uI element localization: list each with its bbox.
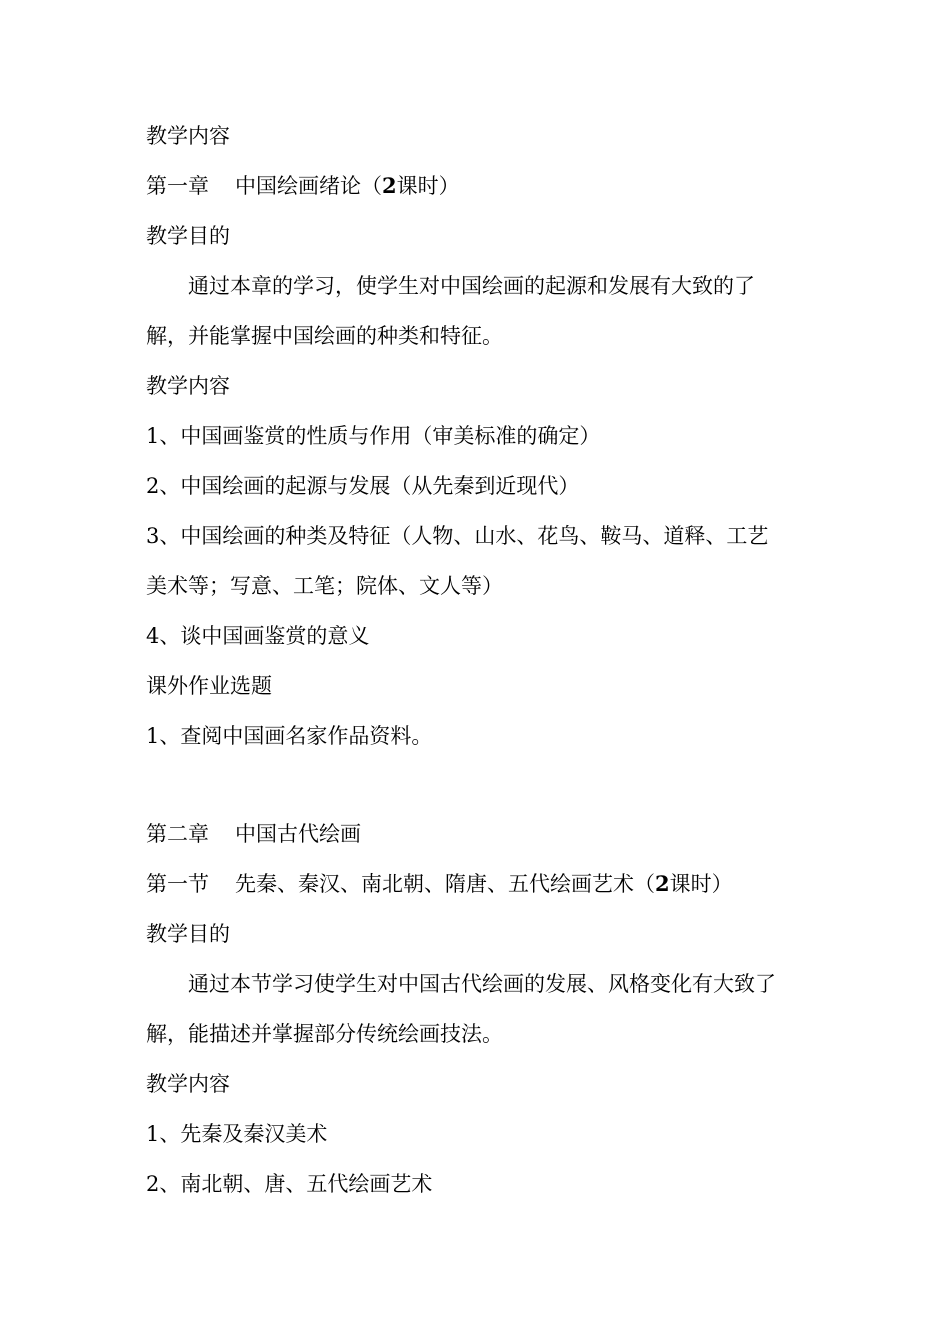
goal-paragraph-line-1: 通过本章的学习，使学生对中国绘画的起源和发展有大致的了 xyxy=(188,274,755,298)
chapter-2-title xyxy=(146,820,816,848)
homework-item-1: 1、查阅中国画名家作品资料。 xyxy=(146,724,433,748)
chapter-1-name: 中国绘画绪论（ xyxy=(235,174,382,198)
chapter-1-title xyxy=(146,172,816,200)
goal-paragraph-2-line-2: 解，能描述并掌握部分传统绘画技法。 xyxy=(146,1022,503,1046)
goal-paragraph-2-line-1: 通过本节学习使学生对中国古代绘画的发展、风格变化有大致了 xyxy=(188,972,776,996)
heading-teaching-goal: 教学目的 xyxy=(146,224,230,248)
section-1-label: 第一节 xyxy=(146,872,209,896)
heading-homework: 课外作业选题 xyxy=(146,674,272,698)
heading-teaching-content-3: 教学内容 xyxy=(146,1072,230,1096)
chapter-1-hours: 2 xyxy=(382,173,397,198)
content-item-3-line-2: 美术等；写意、工笔；院体、文人等） xyxy=(146,574,503,598)
section-1-title xyxy=(146,870,816,898)
content-item-4: 4、谈中国画鉴赏的意义 xyxy=(146,624,370,648)
chapter-1-hours-unit: 课时） xyxy=(396,174,460,198)
chapter-2-name: 中国古代绘画 xyxy=(235,822,361,846)
content-item-2: 2、中国绘画的起源与发展（从先秦到近现代） xyxy=(146,474,580,498)
chapter-2-label: 第二章 xyxy=(146,822,209,846)
heading-teaching-goal-2: 教学目的 xyxy=(146,922,230,946)
section-content-item-1: 1、先秦及秦汉美术 xyxy=(146,1122,328,1146)
chapter-1-label: 第一章 xyxy=(146,174,209,198)
heading-teaching-content: 教学内容 xyxy=(146,124,230,148)
heading-teaching-content-2: 教学内容 xyxy=(146,374,230,398)
content-item-1: 1、中国画鉴赏的性质与作用（审美标准的确定） xyxy=(146,424,601,448)
section-1-hours: 2 xyxy=(655,871,670,896)
section-1-hours-unit: 课时） xyxy=(669,872,733,896)
section-content-item-2: 2、南北朝、唐、五代绘画艺术 xyxy=(146,1172,433,1196)
goal-paragraph-line-2: 解，并能掌握中国绘画的种类和特征。 xyxy=(146,324,503,348)
section-1-name: 先秦、秦汉、南北朝、隋唐、五代绘画艺术（ xyxy=(235,872,655,896)
content-item-3-line-1: 3、中国绘画的种类及特征（人物、山水、花鸟、鞍马、道释、工艺 xyxy=(146,524,769,548)
